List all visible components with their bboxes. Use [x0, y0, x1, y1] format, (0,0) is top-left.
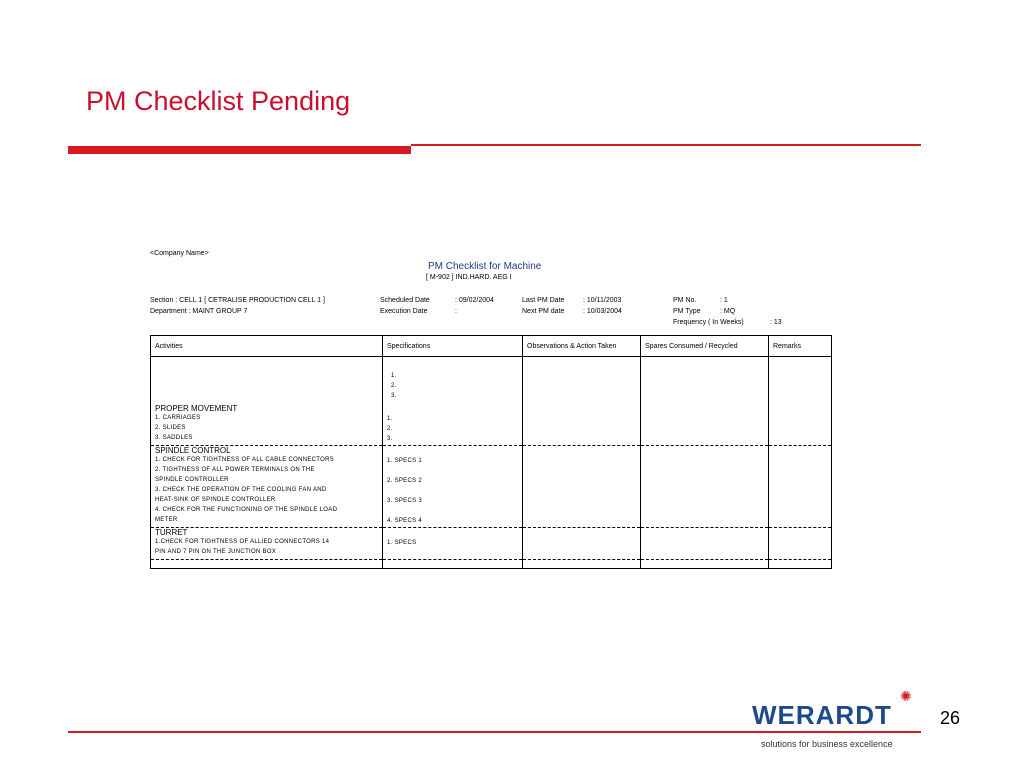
- activity-line: PIN AND 7 PIN ON THE JUNCTION BOX: [155, 549, 277, 555]
- spares-cell: [641, 560, 769, 569]
- frequency-label: Frequency ( In Weeks): [673, 319, 744, 326]
- table-header-row: [151, 336, 832, 357]
- observations-cell: [523, 560, 641, 569]
- activities-cell: [151, 404, 383, 446]
- table-row: [151, 357, 832, 405]
- section-title: PROPER MOVEMENT: [155, 404, 238, 413]
- activities-cell: [151, 446, 383, 528]
- specs-cell: [383, 404, 523, 446]
- remarks-cell: [769, 446, 832, 528]
- spares-cell: [641, 528, 769, 560]
- slide-title: PM Checklist Pending: [86, 86, 351, 116]
- frequency-value: : 13: [770, 319, 782, 326]
- activity-line: 1.CHECK FOR TIGHTNESS OF ALLIED CONNECTORS 14: [155, 539, 330, 545]
- specs-cell: [383, 560, 523, 569]
- observations-cell: [523, 357, 641, 405]
- company-logo: WERARDT: [752, 700, 892, 730]
- section-title: TURRET: [155, 528, 188, 537]
- activity-line: 1. CARRIAGES: [155, 415, 201, 421]
- title-underline-thick: [68, 146, 411, 154]
- observations-cell: [523, 528, 641, 560]
- specs-cell: [383, 446, 523, 528]
- activity-line: 3. CHECK THE OPERATION OF THE COOLING FAN AND: [155, 487, 327, 493]
- next-pm-label: Next PM date: [522, 308, 565, 315]
- activity-line: HEAT-SINK OF SPINDLE CONTROLLER: [155, 497, 276, 503]
- specs-cell: [383, 357, 523, 405]
- table-row: [151, 446, 832, 528]
- spec-line: 2. SPECS 2: [387, 478, 423, 484]
- header-observations: Observations & Action Taken: [523, 336, 641, 357]
- spec-line: [387, 506, 518, 516]
- blank-spec: 3.: [391, 393, 397, 399]
- spec-line: [387, 466, 518, 476]
- spec-line: 1. SPECS: [387, 540, 417, 546]
- remarks-cell: [769, 357, 832, 405]
- pm-type-label: PM Type: [673, 308, 701, 315]
- scheduled-date-label: Scheduled Date: [380, 297, 430, 304]
- last-pm-value: : 10/11/2003: [583, 297, 622, 304]
- spares-cell: [641, 357, 769, 405]
- spec-line: 2.: [387, 426, 393, 432]
- activity-line: 2. TIGHTNESS OF ALL POWER TERMINALS ON THE: [155, 467, 315, 473]
- spares-cell: [641, 404, 769, 446]
- spec-line: 3.: [387, 436, 393, 442]
- section-info: Section : CELL 1 [ CETRALISE PRODUCTION CELL 1 ]: [150, 297, 325, 304]
- remarks-cell: [769, 528, 832, 560]
- spec-line: 1.: [387, 416, 393, 422]
- activity-line: SPINDLE CONTROLLER: [155, 477, 229, 483]
- activities-cell: [151, 528, 383, 560]
- header-remarks: Remarks: [769, 336, 832, 357]
- spares-cell: [641, 446, 769, 528]
- blank-spec: 2.: [391, 383, 397, 389]
- remarks-cell: [769, 560, 832, 569]
- section-title: SPINDLE CONTROL: [155, 446, 231, 455]
- activity-line: 1. CHECK FOR TIGHTNESS OF ALL CABLE CONNECTORS: [155, 457, 335, 463]
- spec-line: 1. SPECS 1: [387, 458, 423, 464]
- activity-line: 2. SLIDES: [155, 425, 186, 431]
- pm-no-value: : 1: [720, 297, 728, 304]
- specs-cell: [383, 528, 523, 560]
- footer-rule: [68, 731, 921, 733]
- table-row: [151, 528, 832, 560]
- execution-date-value: :: [455, 308, 457, 315]
- activity-line: 3. SADDLES: [155, 435, 193, 441]
- table-row: [151, 560, 832, 569]
- blank-spec: 1.: [391, 373, 397, 379]
- pm-type-value: : MQ: [720, 308, 736, 315]
- checklist-document: [150, 240, 832, 600]
- department-info: Department : MAINT GROUP 7: [150, 308, 248, 315]
- pm-no-label: PM No.: [673, 297, 697, 304]
- activity-line: 4. CHECK FOR THE FUNCTIONING OF THE SPINDLE LOAD: [155, 507, 338, 513]
- doc-title: PM Checklist for Machine: [428, 261, 542, 272]
- last-pm-label: Last PM Date: [522, 297, 565, 304]
- next-pm-value: : 10/03/2004: [583, 308, 622, 315]
- activities-cell: [151, 560, 383, 569]
- activity-line: METER: [155, 517, 178, 523]
- machine-id: [ M-902 ] IND.HARD. AEG I: [426, 274, 512, 281]
- company-name: <Company Name>: [150, 250, 209, 257]
- header-spares: Spares Consumed / Recycled: [641, 336, 769, 357]
- header-activities: Activities: [151, 336, 383, 357]
- spec-line: 3. SPECS 3: [387, 498, 423, 504]
- activities-cell: [151, 357, 383, 405]
- tagline: solutions for business excellence: [761, 739, 893, 749]
- scheduled-date-value: : 09/02/2004: [455, 297, 494, 304]
- checklist-table: [150, 335, 832, 569]
- observations-cell: [523, 404, 641, 446]
- logo-burst-icon: ✺: [900, 688, 912, 704]
- remarks-cell: [769, 404, 832, 446]
- table-row: [151, 404, 832, 446]
- observations-cell: [523, 446, 641, 528]
- header-specifications: Specifications: [383, 336, 523, 357]
- execution-date-label: Execution Date: [380, 308, 428, 315]
- page-number: 26: [940, 708, 961, 728]
- spec-line: [387, 486, 518, 496]
- title-underline-thin: [411, 144, 921, 146]
- spec-line: 4. SPECS 4: [387, 518, 423, 524]
